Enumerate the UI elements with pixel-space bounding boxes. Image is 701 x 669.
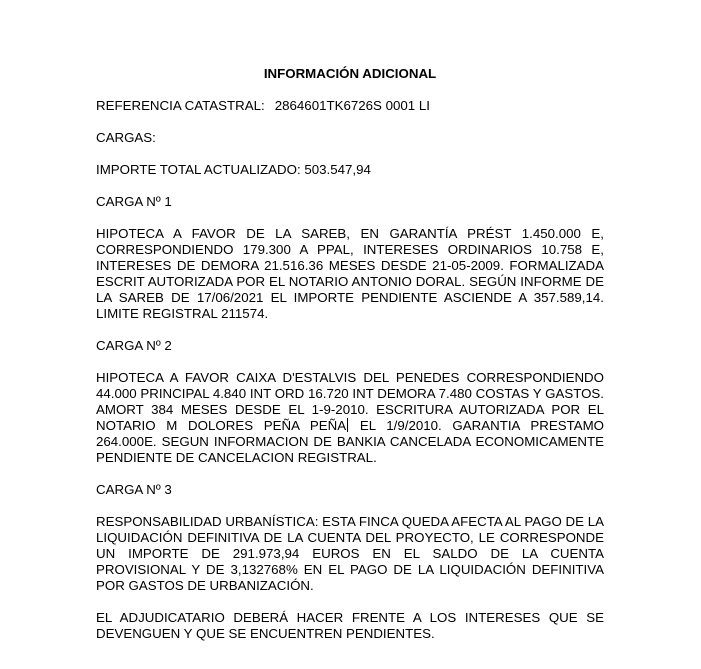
referencia-label: REFERENCIA CATASTRAL: [96, 98, 265, 113]
carga-2-text-part-b: EL 1/9/2010. GARANTIA PRESTAMO 264.000E. SEGUN INFORMACION DE BANKIA CANCELADA ECONOMICAMENTE PENDIENTE DE CANCELACION REGISTRAL. [96, 418, 604, 465]
carga-1-heading: CARGA Nº 1 [96, 194, 172, 209]
referencia-value: 2864601TK6726S 0001 LI [274, 98, 430, 113]
carga-3-text: RESPONSABILIDAD URBANÍSTICA: ESTA FINCA QUEDA AFECTA AL PAGO DE LA LIQUIDACIÓN DEFINITIVA DE LA CUENTA DEL PROYECTO, LE CORRESPONDE UN IMPORTE DE 291.973,94 EUROS EN EL SALDO DE LA CUENTA PROVISIONAL Y DE 3,132768% EN EL PAGO DE LA LIQUIDACIÓN DEFINITIVA POR GASTOS DE URBANIZACIÓN. [96, 514, 604, 593]
carga-2-text [96, 370, 604, 466]
document-page[interactable] [96, 66, 604, 658]
carga-2-text-part-a: HIPOTECA A FAVOR CAIXA D'ESTALVIS DEL PENEDES CORRESPONDIENDO 44.000 PRINCIPAL 4.840 INT ORD 16.720 INT DEMORA 7.480 COSTAS Y GASTOS. AMORT 384 MESES DESDE EL 1-9-2010. ESCRITURA AUTORIZADA POR EL NOTARIO M DOLORES PEÑA PEÑA [96, 370, 604, 433]
carga-1-text: HIPOTECA A FAVOR DE LA SAREB, EN GARANTÍA PRÉST 1.450.000 E, CORRESPONDIENDO 179.300 A PPAL, INTERESES ORDINARIOS 10.758 E, INTERESES DE DEMORA 21.516.36 MESES DESDE 21-05-2009. FORMALIZADA ESCRIT AUTORIZADA POR EL NOTARIO ANTONIO DORAL. SEGÚN INFORME DE LA SAREB DE 17/06/2021 EL IMPORTE PENDIENTE ASCIENDE A 357.589,14. LIMITE REGISTRAL 211574. [96, 226, 604, 321]
carga-3-heading: CARGA Nº 3 [96, 482, 172, 497]
adjudicatario-text: EL ADJUDICATARIO DEBERÁ HACER FRENTE A LOS INTERESES QUE SE DEVENGUEN Y QUE SE ENCUENTREN PENDIENTES. [96, 610, 604, 641]
document-title: INFORMACIÓN ADICIONAL [263, 66, 437, 81]
referencia-catastral [96, 98, 604, 114]
carga-2-heading: CARGA Nº 2 [96, 338, 172, 353]
cargas-label: CARGAS: [96, 130, 156, 145]
importe-total: IMPORTE TOTAL ACTUALIZADO: 503.547,94 [96, 162, 371, 177]
text-cursor [347, 418, 348, 432]
